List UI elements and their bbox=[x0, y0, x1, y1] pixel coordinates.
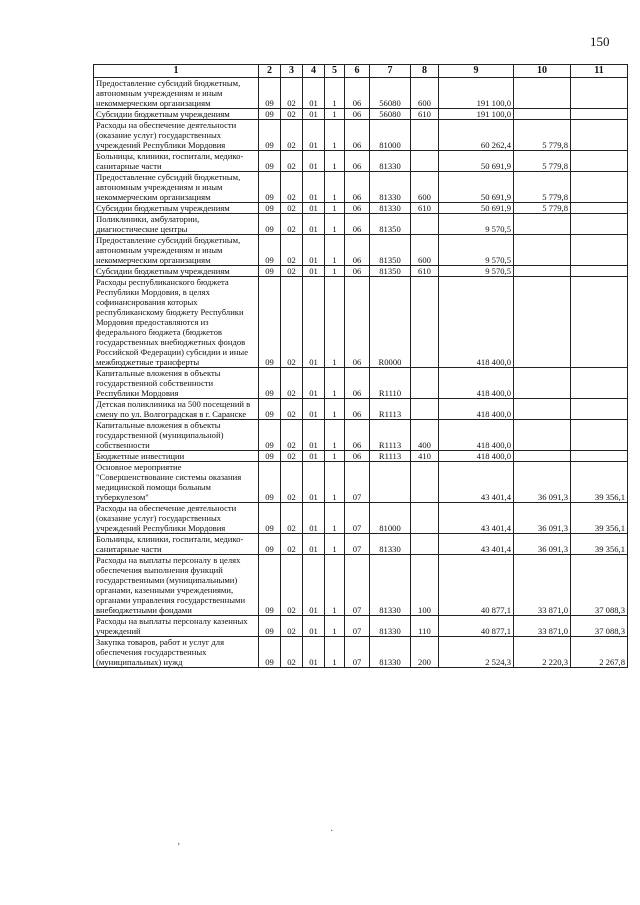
row-name-cell: Расходы на выплаты персоналу в целях обеспечения выполнения функций государственными (муниципальными) органами, казенными учреждениями, органами управления государственными внебюджетными фондами bbox=[94, 555, 259, 616]
code-cell: 01 bbox=[303, 266, 325, 277]
code-cell: 09 bbox=[259, 235, 281, 266]
row-name-cell: Субсидии бюджетным учреждениям bbox=[94, 109, 259, 120]
code-cell: 06 bbox=[345, 368, 370, 399]
row-name-cell: Капитальные вложения в объекты государственной (муниципальной) собственности bbox=[94, 420, 259, 451]
code-cell: 01 bbox=[303, 172, 325, 203]
code-cell: 1 bbox=[325, 503, 345, 534]
amount-cell: 418 400,0 bbox=[439, 399, 514, 420]
table-row bbox=[94, 503, 628, 534]
code-cell: 81330 bbox=[370, 637, 411, 668]
amount-cell bbox=[514, 214, 571, 235]
amount-cell: 2 220,3 bbox=[514, 637, 571, 668]
code-cell: 06 bbox=[345, 235, 370, 266]
code-cell: 56080 bbox=[370, 109, 411, 120]
row-name-cell: Поликлиники, амбулатории, диагностические центры bbox=[94, 214, 259, 235]
code-cell: 02 bbox=[281, 399, 303, 420]
row-name-cell: Субсидии бюджетным учреждениям bbox=[94, 266, 259, 277]
code-cell: 02 bbox=[281, 151, 303, 172]
code-cell: 06 bbox=[345, 399, 370, 420]
code-cell: 01 bbox=[303, 235, 325, 266]
code-cell: 06 bbox=[345, 420, 370, 451]
code-cell: 09 bbox=[259, 555, 281, 616]
code-cell: 07 bbox=[345, 462, 370, 503]
row-name-cell: Субсидии бюджетным учреждениям bbox=[94, 203, 259, 214]
code-cell: 1 bbox=[325, 555, 345, 616]
amount-cell: 43 401,4 bbox=[439, 462, 514, 503]
code-cell: 06 bbox=[345, 172, 370, 203]
amount-cell: 5 779,8 bbox=[514, 172, 571, 203]
column-header: 10 bbox=[514, 65, 571, 78]
code-cell: 02 bbox=[281, 420, 303, 451]
table-row bbox=[94, 172, 628, 203]
amount-cell: 50 691,9 bbox=[439, 151, 514, 172]
code-cell: 02 bbox=[281, 462, 303, 503]
amount-cell: 40 877,1 bbox=[439, 616, 514, 637]
code-cell: 81350 bbox=[370, 214, 411, 235]
amount-cell bbox=[571, 120, 628, 151]
amount-cell bbox=[571, 451, 628, 462]
code-cell: 09 bbox=[259, 151, 281, 172]
amount-cell bbox=[514, 78, 571, 109]
code-cell: 09 bbox=[259, 399, 281, 420]
code-cell: 07 bbox=[345, 503, 370, 534]
table-row bbox=[94, 78, 628, 109]
amount-cell: 37 088,3 bbox=[571, 616, 628, 637]
code-cell: 81330 bbox=[370, 151, 411, 172]
code-cell: 1 bbox=[325, 120, 345, 151]
amount-cell bbox=[571, 151, 628, 172]
code-cell: 81330 bbox=[370, 555, 411, 616]
budget-table bbox=[93, 64, 628, 668]
code-cell bbox=[411, 151, 439, 172]
amount-cell: 50 691,9 bbox=[439, 172, 514, 203]
code-cell: R1113 bbox=[370, 420, 411, 451]
code-cell: R1110 bbox=[370, 368, 411, 399]
amount-cell: 39 356,1 bbox=[571, 462, 628, 503]
code-cell: 09 bbox=[259, 637, 281, 668]
amount-cell: 33 871,0 bbox=[514, 616, 571, 637]
amount-cell bbox=[571, 203, 628, 214]
code-cell: 81330 bbox=[370, 172, 411, 203]
table-row bbox=[94, 214, 628, 235]
code-cell: 1 bbox=[325, 451, 345, 462]
code-cell: 02 bbox=[281, 503, 303, 534]
code-cell: 200 bbox=[411, 637, 439, 668]
row-name-cell: Расходы на обеспечение деятельности (оказание услуг) государственных учреждений Республики Мордовия bbox=[94, 120, 259, 151]
row-name-cell: Основное мероприятие "Совершенствование системы оказания медицинской помощи больным туберкулезом" bbox=[94, 462, 259, 503]
code-cell: 1 bbox=[325, 78, 345, 109]
code-cell: 01 bbox=[303, 277, 325, 368]
amount-cell bbox=[571, 172, 628, 203]
amount-cell bbox=[571, 277, 628, 368]
code-cell: 1 bbox=[325, 151, 345, 172]
row-name-cell: Расходы на обеспечение деятельности (оказание услуг) государственных учреждений Республики Мордовия bbox=[94, 503, 259, 534]
code-cell: 07 bbox=[345, 555, 370, 616]
table-row bbox=[94, 637, 628, 668]
row-name-cell: Больницы, клиники, госпитали, медико-санитарные части bbox=[94, 534, 259, 555]
code-cell: 600 bbox=[411, 78, 439, 109]
code-cell: 81350 bbox=[370, 235, 411, 266]
column-header: 7 bbox=[370, 65, 411, 78]
code-cell: 09 bbox=[259, 462, 281, 503]
amount-cell bbox=[514, 420, 571, 451]
amount-cell: 5 779,8 bbox=[514, 203, 571, 214]
row-name-cell: Детская поликлиника на 500 посещений в смену по ул. Волгоградская в г. Саранске bbox=[94, 399, 259, 420]
code-cell: 01 bbox=[303, 534, 325, 555]
amount-cell: 33 871,0 bbox=[514, 555, 571, 616]
table-row bbox=[94, 203, 628, 214]
code-cell: 01 bbox=[303, 120, 325, 151]
table-row bbox=[94, 368, 628, 399]
amount-cell: 9 570,5 bbox=[439, 266, 514, 277]
code-cell: 02 bbox=[281, 78, 303, 109]
column-header: 2 bbox=[259, 65, 281, 78]
code-cell bbox=[411, 399, 439, 420]
code-cell: 1 bbox=[325, 109, 345, 120]
amount-cell: 39 356,1 bbox=[571, 534, 628, 555]
row-name-cell: Закупка товаров, работ и услуг для обеспечения государственных (муниципальных) нужд bbox=[94, 637, 259, 668]
table-row bbox=[94, 235, 628, 266]
code-cell: 1 bbox=[325, 172, 345, 203]
code-cell: 81000 bbox=[370, 503, 411, 534]
code-cell: 1 bbox=[325, 203, 345, 214]
amount-cell: 418 400,0 bbox=[439, 420, 514, 451]
code-cell: 07 bbox=[345, 637, 370, 668]
code-cell: 06 bbox=[345, 151, 370, 172]
code-cell: 01 bbox=[303, 503, 325, 534]
code-cell: 400 bbox=[411, 420, 439, 451]
table-row bbox=[94, 534, 628, 555]
column-header: 11 bbox=[571, 65, 628, 78]
code-cell: 110 bbox=[411, 616, 439, 637]
table-row bbox=[94, 399, 628, 420]
code-cell: 01 bbox=[303, 78, 325, 109]
amount-cell: 418 400,0 bbox=[439, 368, 514, 399]
code-cell: 06 bbox=[345, 78, 370, 109]
code-cell: 1 bbox=[325, 616, 345, 637]
code-cell: 56080 bbox=[370, 78, 411, 109]
table-row bbox=[94, 151, 628, 172]
code-cell: 07 bbox=[345, 534, 370, 555]
amount-cell bbox=[514, 277, 571, 368]
column-header: 9 bbox=[439, 65, 514, 78]
code-cell: 02 bbox=[281, 616, 303, 637]
amount-cell: 418 400,0 bbox=[439, 277, 514, 368]
code-cell: 02 bbox=[281, 172, 303, 203]
amount-cell: 2 524,3 bbox=[439, 637, 514, 668]
row-name-cell: Бюджетные инвестиции bbox=[94, 451, 259, 462]
code-cell: 410 bbox=[411, 451, 439, 462]
amount-cell: 39 356,1 bbox=[571, 503, 628, 534]
code-cell: 02 bbox=[281, 637, 303, 668]
row-name-cell: Предоставление субсидий бюджетным, автономным учреждениям и иным некоммерческим организациям bbox=[94, 235, 259, 266]
amount-cell: 418 400,0 bbox=[439, 451, 514, 462]
code-cell: 09 bbox=[259, 214, 281, 235]
code-cell: 01 bbox=[303, 451, 325, 462]
code-cell: 09 bbox=[259, 503, 281, 534]
amount-cell: 36 091,3 bbox=[514, 534, 571, 555]
code-cell bbox=[411, 120, 439, 151]
code-cell: 01 bbox=[303, 555, 325, 616]
amount-cell: 50 691,9 bbox=[439, 203, 514, 214]
code-cell: R0000 bbox=[370, 277, 411, 368]
code-cell: 09 bbox=[259, 534, 281, 555]
amount-cell bbox=[571, 235, 628, 266]
code-cell: 02 bbox=[281, 555, 303, 616]
table-row bbox=[94, 462, 628, 503]
code-cell: 01 bbox=[303, 214, 325, 235]
code-cell bbox=[411, 503, 439, 534]
code-cell: 09 bbox=[259, 172, 281, 203]
table-row bbox=[94, 616, 628, 637]
code-cell: 09 bbox=[259, 109, 281, 120]
code-cell bbox=[411, 534, 439, 555]
code-cell: 09 bbox=[259, 420, 281, 451]
amount-cell bbox=[571, 109, 628, 120]
code-cell bbox=[411, 277, 439, 368]
code-cell: 06 bbox=[345, 277, 370, 368]
code-cell: 01 bbox=[303, 462, 325, 503]
scan-mark: ʼ bbox=[177, 842, 181, 853]
amount-cell bbox=[514, 368, 571, 399]
code-cell: 02 bbox=[281, 235, 303, 266]
code-cell: 09 bbox=[259, 451, 281, 462]
code-cell: 02 bbox=[281, 368, 303, 399]
table-row bbox=[94, 120, 628, 151]
code-cell: R1113 bbox=[370, 399, 411, 420]
amount-cell: 191 100,0 bbox=[439, 78, 514, 109]
amount-cell bbox=[571, 399, 628, 420]
table-row bbox=[94, 109, 628, 120]
code-cell: 02 bbox=[281, 277, 303, 368]
amount-cell: 191 100,0 bbox=[439, 109, 514, 120]
code-cell: 02 bbox=[281, 534, 303, 555]
amount-cell bbox=[571, 266, 628, 277]
code-cell: 06 bbox=[345, 266, 370, 277]
code-cell: 09 bbox=[259, 203, 281, 214]
table-header-row bbox=[94, 65, 628, 78]
amount-cell bbox=[514, 266, 571, 277]
code-cell: 610 bbox=[411, 203, 439, 214]
code-cell: 02 bbox=[281, 109, 303, 120]
code-cell bbox=[411, 214, 439, 235]
code-cell: 1 bbox=[325, 214, 345, 235]
amount-cell: 60 262,4 bbox=[439, 120, 514, 151]
amount-cell: 36 091,3 bbox=[514, 462, 571, 503]
code-cell: 600 bbox=[411, 172, 439, 203]
code-cell: 1 bbox=[325, 277, 345, 368]
code-cell: 01 bbox=[303, 109, 325, 120]
code-cell: 81350 bbox=[370, 266, 411, 277]
amount-cell: 9 570,5 bbox=[439, 214, 514, 235]
code-cell bbox=[411, 368, 439, 399]
column-header: 6 bbox=[345, 65, 370, 78]
code-cell: 600 bbox=[411, 235, 439, 266]
amount-cell: 5 779,8 bbox=[514, 120, 571, 151]
code-cell: 06 bbox=[345, 214, 370, 235]
code-cell: 1 bbox=[325, 266, 345, 277]
row-name-cell: Расходы республиканского бюджета Республики Мордовия, в целях софинансирования которых республиканскому бюджету Республики Мордовия предоставляются из федерального бюджета (бюджетов государственных внебюджетных фондов Российской Федерации) субсидии и иные межбюджетные трансферты bbox=[94, 277, 259, 368]
code-cell: 01 bbox=[303, 420, 325, 451]
code-cell: 01 bbox=[303, 399, 325, 420]
code-cell bbox=[411, 462, 439, 503]
code-cell: 1 bbox=[325, 235, 345, 266]
code-cell: 09 bbox=[259, 368, 281, 399]
amount-cell bbox=[571, 78, 628, 109]
row-name-cell: Капитальные вложения в объекты государственной собственности Республики Мордовия bbox=[94, 368, 259, 399]
amount-cell bbox=[514, 235, 571, 266]
code-cell: 01 bbox=[303, 203, 325, 214]
code-cell: 02 bbox=[281, 214, 303, 235]
amount-cell: 9 570,5 bbox=[439, 235, 514, 266]
code-cell: 01 bbox=[303, 616, 325, 637]
amount-cell bbox=[571, 420, 628, 451]
amount-cell bbox=[571, 214, 628, 235]
column-header: 1 bbox=[94, 65, 259, 78]
row-name-cell: Предоставление субсидий бюджетным, автономным учреждениям и иным некоммерческим организациям bbox=[94, 172, 259, 203]
column-header: 5 bbox=[325, 65, 345, 78]
code-cell: 06 bbox=[345, 120, 370, 151]
code-cell: 81330 bbox=[370, 616, 411, 637]
row-name-cell: Предоставление субсидий бюджетным, автономным учреждениям и иным некоммерческим организациям bbox=[94, 78, 259, 109]
code-cell: R1113 bbox=[370, 451, 411, 462]
amount-cell: 5 779,8 bbox=[514, 151, 571, 172]
code-cell: 01 bbox=[303, 637, 325, 668]
amount-cell: 2 267,8 bbox=[571, 637, 628, 668]
row-name-cell: Расходы на выплаты персоналу казенных учреждений bbox=[94, 616, 259, 637]
code-cell: 1 bbox=[325, 637, 345, 668]
page-number: 150 bbox=[590, 34, 610, 49]
column-header: 4 bbox=[303, 65, 325, 78]
code-cell: 81330 bbox=[370, 203, 411, 214]
code-cell: 100 bbox=[411, 555, 439, 616]
row-name-cell: Больницы, клиники, госпитали, медико-санитарные части bbox=[94, 151, 259, 172]
amount-cell bbox=[514, 109, 571, 120]
table-row bbox=[94, 266, 628, 277]
code-cell: 09 bbox=[259, 78, 281, 109]
code-cell: 81330 bbox=[370, 534, 411, 555]
amount-cell bbox=[571, 368, 628, 399]
column-header: 3 bbox=[281, 65, 303, 78]
amount-cell: 37 088,3 bbox=[571, 555, 628, 616]
table-row bbox=[94, 555, 628, 616]
amount-cell bbox=[514, 451, 571, 462]
column-header: 8 bbox=[411, 65, 439, 78]
amount-cell: 36 091,3 bbox=[514, 503, 571, 534]
code-cell: 09 bbox=[259, 616, 281, 637]
code-cell: 1 bbox=[325, 399, 345, 420]
code-cell: 01 bbox=[303, 151, 325, 172]
code-cell: 09 bbox=[259, 266, 281, 277]
code-cell: 610 bbox=[411, 266, 439, 277]
code-cell bbox=[370, 462, 411, 503]
code-cell: 06 bbox=[345, 451, 370, 462]
code-cell: 02 bbox=[281, 451, 303, 462]
table-body bbox=[94, 78, 628, 668]
code-cell: 610 bbox=[411, 109, 439, 120]
code-cell: 09 bbox=[259, 277, 281, 368]
code-cell: 81000 bbox=[370, 120, 411, 151]
amount-cell: 43 401,4 bbox=[439, 503, 514, 534]
code-cell: 1 bbox=[325, 462, 345, 503]
amount-cell: 43 401,4 bbox=[439, 534, 514, 555]
code-cell: 06 bbox=[345, 109, 370, 120]
code-cell: 1 bbox=[325, 368, 345, 399]
amount-cell: 40 877,1 bbox=[439, 555, 514, 616]
code-cell: 02 bbox=[281, 266, 303, 277]
code-cell: 02 bbox=[281, 203, 303, 214]
table-row bbox=[94, 277, 628, 368]
table-row bbox=[94, 420, 628, 451]
code-cell: 02 bbox=[281, 120, 303, 151]
code-cell: 07 bbox=[345, 616, 370, 637]
code-cell: 01 bbox=[303, 368, 325, 399]
code-cell: 1 bbox=[325, 534, 345, 555]
table-row bbox=[94, 451, 628, 462]
code-cell: 09 bbox=[259, 120, 281, 151]
code-cell: 06 bbox=[345, 203, 370, 214]
code-cell: 1 bbox=[325, 420, 345, 451]
scan-mark: · bbox=[330, 826, 334, 837]
amount-cell bbox=[514, 399, 571, 420]
